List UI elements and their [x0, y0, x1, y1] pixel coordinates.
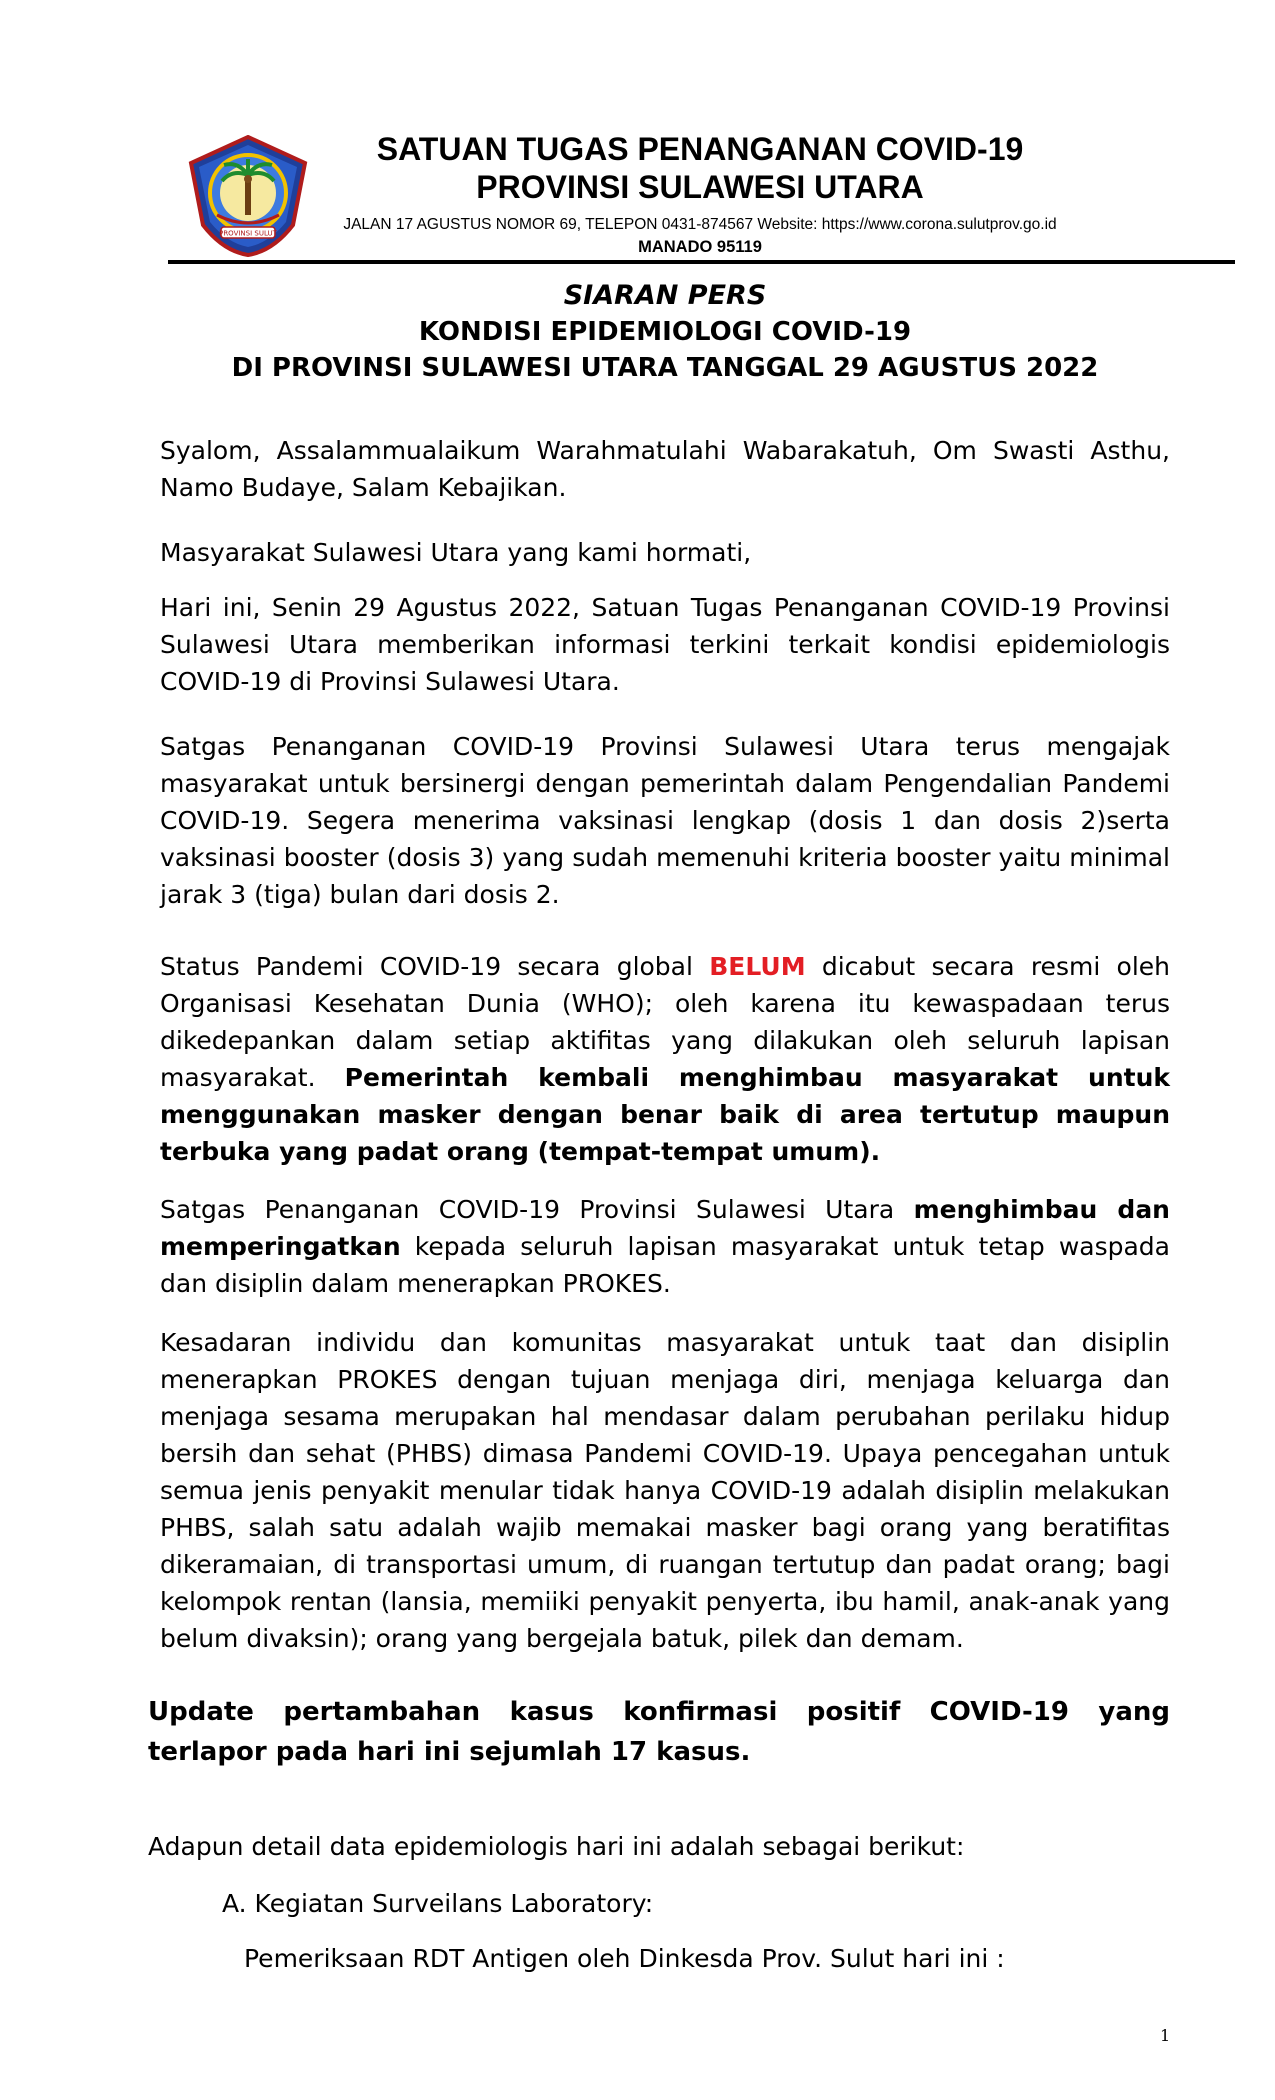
paragraph-3: [160, 948, 1170, 1170]
paragraph-3-text-b: dicabut secara resmi oleh Organisasi Kesehatan Dunia (WHO); oleh karena itu kewaspadaan terus dikedepankan dalam setiap aktifitas yang dilakukan oleh seluruh lapisan masyarakat.: [160, 952, 1170, 1092]
salutation: Masyarakat Sulawesi Utara yang kami hormati,: [160, 538, 752, 567]
title-siaran-pers: SIARAN PERS: [563, 280, 767, 311]
paragraph-1: Hari ini, Senin 29 Agustus 2022, Satuan Tugas Penanganan COVID-19 Provinsi Sulawesi Utara memberikan informasi terkini terkait kondisi epidemiologis COVID-19 di Provinsi Sulawesi Utara.: [160, 593, 1170, 696]
title-date-line: DI PROVINSI SULAWESI UTARA TANGGAL 29 AGUSTUS 2022: [231, 353, 1099, 383]
letterhead: [330, 130, 1070, 258]
section-a-heading: A. Kegiatan Surveilans Laboratory:: [222, 1889, 654, 1918]
paragraph-2: Satgas Penanganan COVID-19 Provinsi Sulawesi Utara terus mengajak masyarakat untuk bersinergi dengan pemerintah dalam Pengendalian Pandemi COVID-19. Segera menerima vaksinasi lengkap (dosis 1 dan dosis 2)serta vaksinasi booster (dosis 3) yang sudah memenuhi kriteria booster yaitu minimal jarak 3 (tiga) bulan dari dosis 2.: [160, 732, 1170, 909]
document-title: [160, 278, 1170, 386]
provincial-emblem-logo: [187, 135, 309, 257]
status-belum-highlight: BELUM: [709, 952, 806, 981]
province-name: PROVINSI SULAWESI UTARA: [476, 169, 924, 205]
office-address: JALAN 17 AGUSTUS NOMOR 69, TELEPON 0431-874567 Website: https://www.corona.sulutprov.go.id: [343, 216, 1057, 233]
svg-text:PROVINSI SULUT: PROVINSI SULUT: [219, 229, 277, 238]
page-number: 1: [1160, 2026, 1171, 2045]
paragraph-3-text-a: Status Pandemi COVID-19 secara global: [160, 952, 710, 981]
detail-intro: Adapun detail data epidemiologis hari ini adalah sebagai berikut:: [148, 1832, 965, 1861]
paragraph-4-bold: menghimbau dan memperingatkan: [160, 1195, 1170, 1261]
title-subject: KONDISI EPIDEMIOLOGI COVID-19: [418, 317, 912, 347]
letterhead-divider: [168, 260, 1235, 264]
paragraph-4-text-b: kepada seluruh lapisan masyarakat untuk tetap waspada dan disiplin dalam menerapkan PROKES.: [160, 1232, 1170, 1298]
case-update-statement: Update pertambahan kasus konfirmasi positif COVID-19 yang terlapor pada hari ini sejumlah 17 kasus.: [148, 1697, 1170, 1767]
greeting-paragraph: Syalom, Assalammualaikum Warahmatulahi Wabarakatuh, Om Swasti Asthu, Namo Budaye, Salam Kebajikan.: [160, 436, 1170, 502]
rdt-antigen-line: Pemeriksaan RDT Antigen oleh Dinkesda Prov. Sulut hari ini :: [244, 1944, 1005, 1973]
paragraph-4-text-a: Satgas Penanganan COVID-19 Provinsi Sulawesi Utara: [160, 1195, 914, 1224]
organization-name: SATUAN TUGAS PENANGANAN COVID-19: [376, 131, 1024, 167]
paragraph-5: Kesadaran individu dan komunitas masyarakat untuk taat dan disiplin menerapkan PROKES dengan tujuan menjaga diri, menjaga keluarga dan menjaga sesama merupakan hal mendasar dalam perubahan perilaku hidup bersih dan sehat (PHBS) dimasa Pandemi COVID-19. Upaya pencegahan untuk semua jenis penyakit menular tidak hanya COVID-19 adalah disiplin melakukan PHBS, salah satu adalah wajib memakai masker bagi orang yang beratifitas dikeramaian, di transportasi umum, di ruangan tertutup dan padat orang; bagi kelompok rentan (lansia, memiiki penyakit penyerta, ibu hamil, anak-anak yang belum divaksin); orang yang bergejala batuk, pilek dan demam.: [160, 1328, 1170, 1653]
paragraph-3-bold: Pemerintah kembali menghimbau masyarakat untuk menggunakan masker dengan benar baik di area tertutup maupun terbuka yang padat orang (tempat-tempat umum).: [160, 1063, 1170, 1166]
paragraph-4: [160, 1191, 1170, 1302]
office-city: MANADO 95119: [638, 238, 762, 256]
